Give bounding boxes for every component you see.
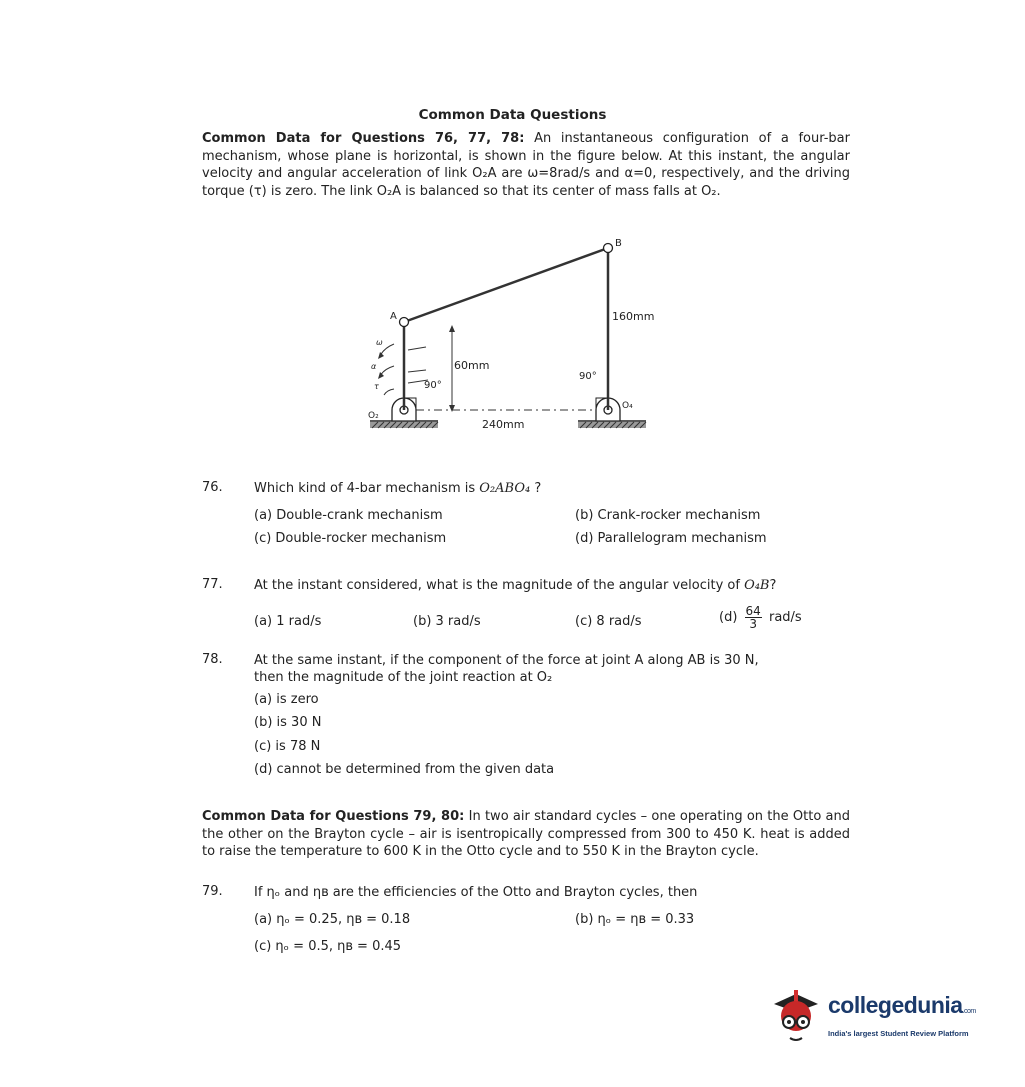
q77-option-c[interactable]: (c) 8 rad/s [575, 614, 642, 629]
ground-left [370, 421, 438, 428]
q77-number: 77. [202, 577, 223, 592]
label-o2: O₂ [368, 411, 379, 421]
q77-text: At the instant considered, what is the magnitude of the angular velocity of O₄B? [254, 578, 777, 593]
common-data-79-80 [202, 808, 850, 861]
q76-option-b[interactable]: (b) Crank-rocker mechanism [575, 508, 761, 523]
joint-b [604, 244, 613, 253]
q79-option-c[interactable]: (c) ηₒ = 0.5, ηʙ = 0.45 [254, 939, 402, 954]
label-90-left: 90° [424, 380, 442, 391]
label-60mm: 60mm [454, 359, 490, 372]
logo-text: collegedunia.com [828, 992, 976, 1018]
q79-number: 79. [202, 884, 223, 899]
q78-option-a[interactable]: (a) is zero [254, 692, 319, 707]
q77-option-b[interactable]: (b) 3 rad/s [413, 614, 481, 629]
label-160mm: 160mm [612, 310, 655, 323]
label-240mm: 240mm [482, 418, 525, 431]
q76-option-a[interactable]: (a) Double-crank mechanism [254, 508, 443, 523]
q79-option-b[interactable]: (b) ηₒ = ηʙ = 0.33 [575, 912, 695, 927]
common-data-76-78 [202, 130, 850, 200]
label-omega: ω [376, 338, 383, 347]
section-title: Common Data Questions [418, 107, 607, 123]
common-data-text: An instantaneous configuration of a four-bar mechanism, whose plane is horizontal, is shown in the figure below. At this instant, the angular velocity and angular acceleration of link O₂A are ω=8rad/s and α=0, respectively, and the driving torque (τ) is zero. The link O₂A is balanced so that its center of mass falls at O₂. [202, 131, 850, 199]
q77-option-d[interactable]: (d) $\frac{64}{3}$ rad/s [719, 604, 802, 631]
label-alpha: α [371, 362, 377, 371]
q76-number: 76. [202, 480, 223, 495]
q78-option-c[interactable]: (c) is 78 N [254, 739, 321, 754]
label-o4: O₄ [622, 401, 633, 411]
common-data-text: In two air standard cycles – one operating on the Otto and the other on the Brayton cycle – air is isentropically compressed from 300 to 450 K. heat is added to raise the temperature to 600 K in the Otto cycle and to 550 K in the Brayton cycle. [202, 809, 850, 859]
q78-option-b[interactable]: (b) is 30 N [254, 715, 322, 730]
logo-tagline: India's largest Student Review Platform [828, 1029, 969, 1038]
q77-option-a[interactable]: (a) 1 rad/s [254, 614, 322, 629]
q79-option-a[interactable]: (a) ηₒ = 0.25, ηʙ = 0.18 [254, 912, 411, 927]
q78-option-d[interactable]: (d) cannot be determined from the given data [254, 762, 555, 777]
label-tau: τ [374, 382, 379, 391]
q79-text: If ηₒ and ηʙ are the efficiencies of the Otto and Brayton cycles, then [254, 885, 698, 900]
fraction: $\frac{64}{3}$ [745, 604, 761, 631]
common-data-label: Common Data for Questions 76, 77, 78: [202, 131, 525, 146]
label-90-right: 90° [579, 371, 597, 382]
q76-option-d[interactable]: (d) Parallelogram mechanism [575, 531, 767, 546]
joint-a [400, 318, 409, 327]
q76-text: Which kind of 4-bar mechanism is O₂ABO₄ ? [254, 481, 542, 496]
q76-option-c[interactable]: (c) Double-rocker mechanism [254, 531, 447, 546]
label-b: B [615, 238, 622, 249]
label-a: A [390, 311, 397, 322]
common-data-label: Common Data for Questions 79, 80: [202, 809, 465, 824]
q78-number: 78. [202, 652, 223, 667]
q78-text-1: At the same instant, if the component of the force at joint A along AB is 30 N, [254, 653, 759, 668]
four-bar-mechanism-figure [360, 232, 660, 442]
q78-text-2: then the magnitude of the joint reaction at O₂ [254, 670, 553, 685]
collegedunia-mascot-icon [766, 982, 826, 1046]
ground-right [578, 421, 646, 428]
link-ab [404, 248, 608, 322]
